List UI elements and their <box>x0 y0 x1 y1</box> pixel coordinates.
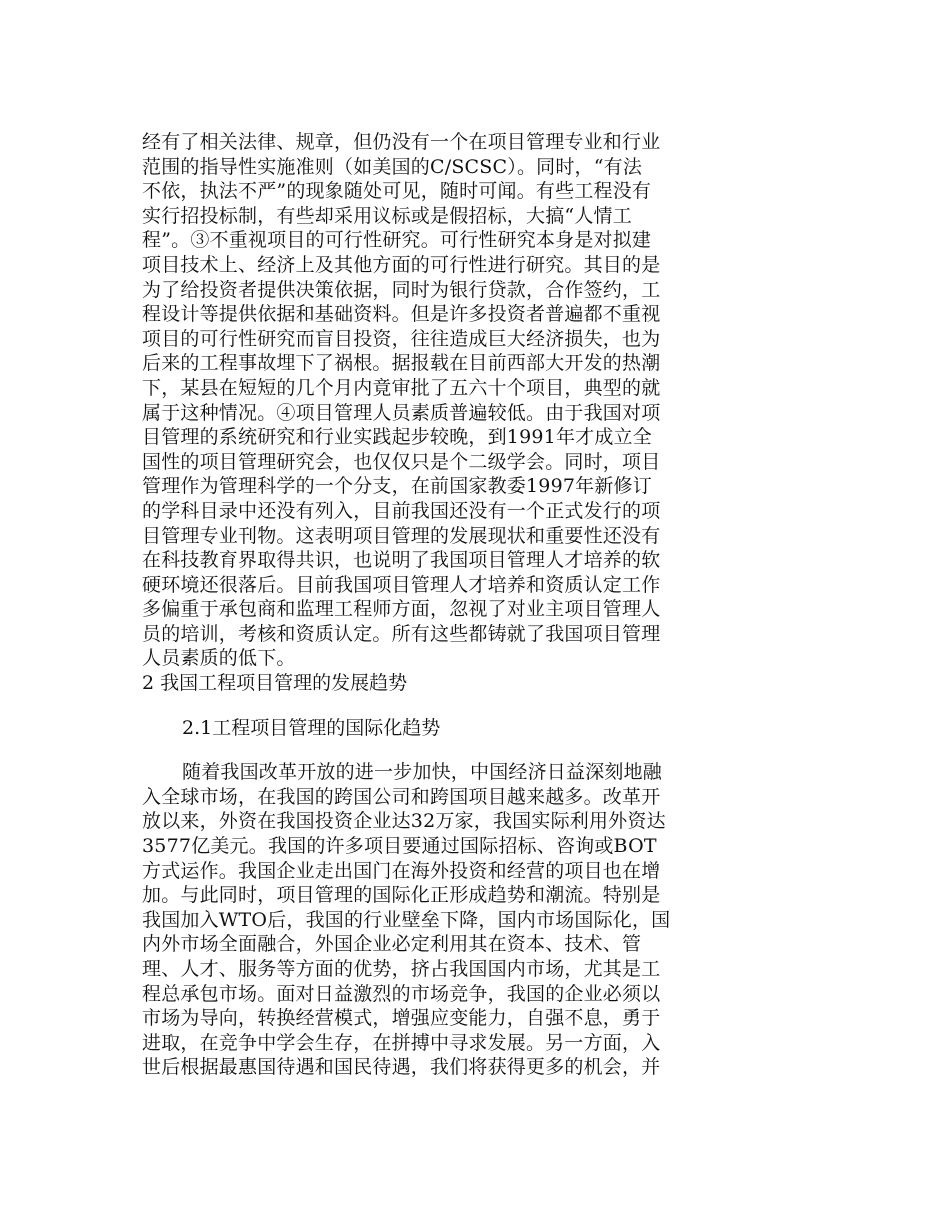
text-line: 后来的工程事故埋下了祸根。据报载在目前西部大开发的热潮 <box>142 352 661 375</box>
text-line: 我国加入WTO后，我国的行业壁垒下降，国内市场国际化，国 <box>142 908 671 931</box>
text-line: 人员素质的低下。 <box>142 647 296 670</box>
section-heading: 2 我国工程项目管理的发展趋势 <box>142 672 408 695</box>
text-line: 项目的可行性研究而盲目投资，往往造成巨大经济损失，也为 <box>142 327 661 350</box>
text-line: 员的培训，考核和资质认定。所有这些都铸就了我国项目管理 <box>142 622 661 645</box>
text-line: 市场为导向，转换经营模式，增强应变能力，自强不息，勇于 <box>142 1007 661 1030</box>
text-line: 下，某县在短短的几个月内竟审批了五六十个项目，典型的就 <box>142 376 661 399</box>
text-line: 经有了相关法律、规章，但仍没有一个在项目管理专业和行业 <box>142 131 661 153</box>
text-line: 属于这种情况。④项目管理人员素质普遍较低。由于我国对项 <box>142 401 661 424</box>
text-line: 随着我国改革开放的进一步加快，中国经济日益深刻地融 <box>182 761 663 784</box>
text-line: 实行招投标制，有些却采用议标或是假招标，大搞“人情工 <box>142 204 632 227</box>
text-line: 程设计等提供依据和基础资料。但是许多投资者普遍都不重视 <box>142 303 661 326</box>
text-line: 国性的项目管理研究会，也仅仅只是个二级学会。同时，项目 <box>142 450 661 473</box>
text-line: 的学科目录中还没有列入，目前我国还没有一个正式发行的项 <box>142 499 661 522</box>
text-line: 理、人才、服务等方面的优势，挤占我国国内市场，尤其是工 <box>142 958 661 980</box>
text-line: 目管理专业刊物。这表明项目管理的发展现状和重要性还没有 <box>142 524 661 547</box>
text-line: 硬环境还很落后。目前我国项目管理人才培养和资质认定工作 <box>142 573 661 596</box>
document-page <box>142 130 742 1080</box>
text-line: 范围的指导性实施准则（如美国的C/SCSC）。同时，“有法 <box>142 155 643 178</box>
text-line: 3577亿美元。我国的许多项目要通过国际招标、咨询或BOT <box>142 835 657 858</box>
text-line: 不依，执法不严”的现象随处可见，随时可闻。有些工程没有 <box>142 180 652 203</box>
text-line: 在科技教育界取得共识，也说明了我国项目管理人才培养的软 <box>142 549 661 572</box>
text-line: 放以来，外资在我国投资企业达32万家，我国实际利用外资达 <box>142 810 666 833</box>
text-line: 入全球市场，在我国的跨国公司和跨国项目越来越多。改革开 <box>142 785 661 808</box>
text-line: 目管理的系统研究和行业实践起步较晚，到1991年才成立全 <box>142 426 652 449</box>
text-line: 项目技术上、经济上及其他方面的可行性进行研究。其目的是 <box>142 253 661 276</box>
text-line: 为了给投资者提供决策依据，同时为银行贷款，合作签约，工 <box>142 278 661 301</box>
text-line: 内外市场全面融合，外国企业必定利用其在资本、技术、管 <box>142 933 642 956</box>
text-line: 程”。③不重视项目的可行性研究。可行性研究本身是对拟建 <box>142 229 652 252</box>
subsection-heading: 2.1工程项目管理的国际化趋势 <box>182 716 441 739</box>
text-line: 管理作为管理科学的一个分支，在前国家教委1997年新修订 <box>142 475 652 498</box>
paragraph-2 <box>142 760 742 1080</box>
text-line: 方式运作。我国企业走出国门在海外投资和经营的项目也在增 <box>142 859 661 882</box>
paragraph-1 <box>142 130 742 671</box>
text-line: 进取，在竞争中学会生存，在拼搏中寻求发展。另一方面，入 <box>142 1031 661 1054</box>
text-line: 世后根据最惠国待遇和国民待遇，我们将获得更多的机会，并 <box>142 1056 661 1079</box>
text-line: 程总承包市场。面对日益激烈的市场竞争，我国的企业必须以 <box>142 982 661 1005</box>
text-line: 加。与此同时，项目管理的国际化正形成趋势和潮流。特别是 <box>142 884 661 907</box>
text-line: 多偏重于承包商和监理工程师方面，忽视了对业主项目管理人 <box>142 598 661 621</box>
